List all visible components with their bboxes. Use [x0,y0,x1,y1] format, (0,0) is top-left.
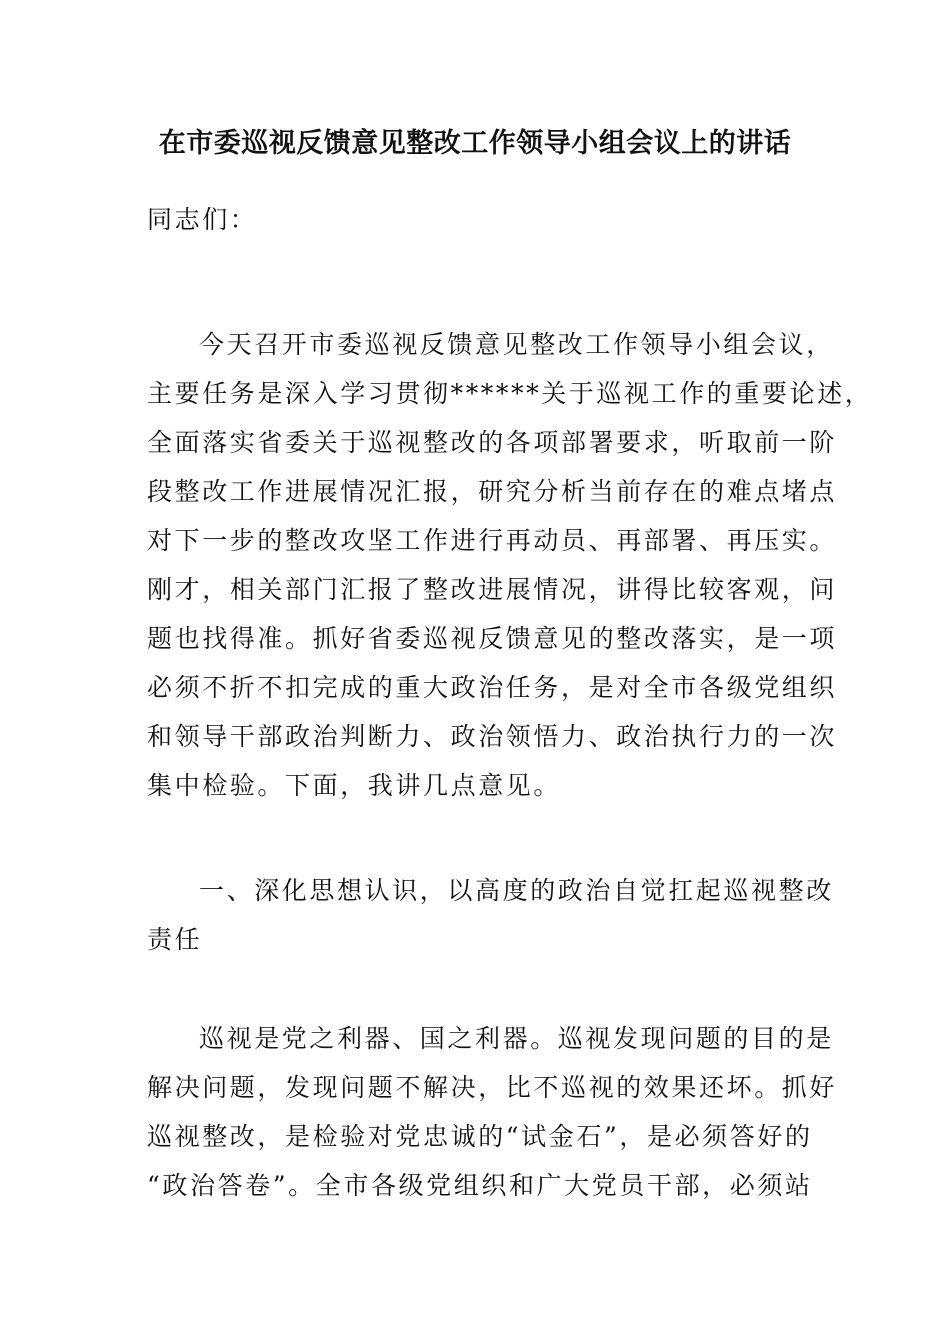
paragraph-1-line: 段整改工作进展情况汇报，研究分析当前存在的难点堵点 [147,477,838,506]
greeting [147,195,827,244]
paragraph-1-line: 对下一步的整改攻坚工作进行再动员、再部署、再压实。 [147,526,838,555]
paragraph-1-line: 集中检验。下面，我讲几点意见。 [147,771,562,800]
greeting-line: 同志们： [147,205,258,234]
paragraph-1-line: 主要任务是深入学习贯彻******关于巡视工作的重要论述， [147,379,873,408]
paragraph-2-line: 巡视是党之利器、国之利器。巡视发现问题的目的是 [199,1024,834,1053]
paragraph-2-line: 巡视整改，是检验对党忠诚的“试金石”，是必须答好的 [147,1122,813,1151]
paragraph-2-line: “政治答卷”。全市各级党组织和广大党员干部，必须站 [147,1171,813,1200]
section-heading-line: 一、深化思想认识，以高度的政治自觉扛起巡视整改 [199,876,834,905]
paragraph-1-line: 必须不折不扣完成的重大政治任务，是对全市各级党组织 [147,673,838,702]
document-title: 在市委巡视反馈意见整改工作领导小组会议上的讲话 [158,128,792,159]
paragraph-1-line: 刚才，相关部门汇报了整改进展情况，讲得比较客观，问 [147,575,838,604]
paragraph-2 [147,1014,838,1210]
section-heading-1 [147,866,834,964]
paragraph-2-line: 解决问题，发现问题不解决，比不巡视的效果还坏。抓好 [147,1073,838,1102]
section-heading-line: 责任 [147,925,203,954]
paragraph-1-line: 全面落实省委关于巡视整改的各项部署要求，听取前一阶 [147,428,838,457]
paragraph-1-line: 和领导干部政治判断力、政治领悟力、政治执行力的一次 [147,722,838,751]
paragraph-1-line: 今天召开市委巡视反馈意见整改工作领导小组会议， [199,330,834,359]
paragraph-1-line: 题也找得准。抓好省委巡视反馈意见的整改落实，是一项 [147,624,838,653]
paragraph-1 [147,320,873,810]
